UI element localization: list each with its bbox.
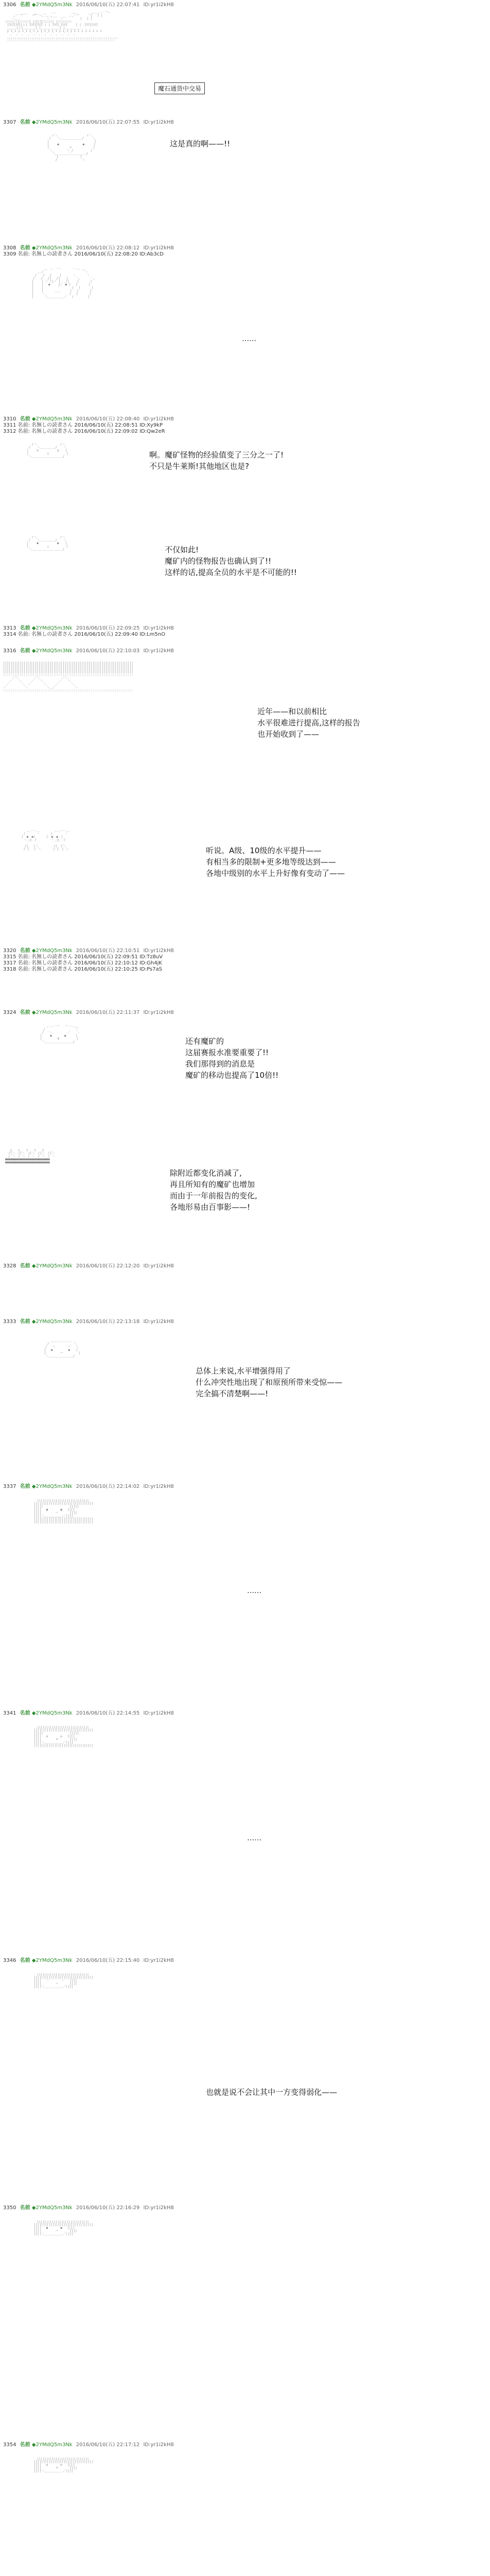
post-header	[3, 948, 174, 954]
post-header	[3, 245, 174, 251]
post-date: 2016/06/10(五) 22:07:41	[76, 2, 140, 8]
post-header	[3, 120, 174, 126]
poster-trip: ◆2YMdQ5m3Nk	[31, 245, 73, 251]
post-number[interactable]: 3337	[3, 1484, 16, 1489]
ascii-art-long-hair-3: |||||||||||||||||||||||||||| |||||||||||||||||||||||||||||||| |||| － － |||| |||| ー |||| ||||＼＿＿＿＿＿＿／||||	[33, 1973, 94, 1989]
ellipsis-text: ……	[247, 1587, 261, 1595]
ascii-art-character: ,.-‐''"￣￣"''‐-., / ＼ / ＼ ／ ヽ | ● ● | | ∀ | ＼＿＿＿＿＿＿＿＿＿/	[40, 1025, 80, 1044]
reply-line: 3315 名前: 名無しの読者さん 2016/06/10(五) 22:09:51 ID:Tz8uV	[3, 954, 163, 960]
post-date: 2016/06/10(五) 22:07:55	[76, 120, 140, 125]
post-date: 2016/06/10(五) 22:08:12	[76, 245, 140, 251]
poster-name: 名前	[20, 948, 30, 954]
post-number[interactable]: 3328	[3, 1263, 16, 1269]
ascii-art-cat-shocked: /＼ /＼ / ＼＿＿＿＿＿/ ＼ | ◎ ◎ | | ○ | ＼＿＿＿＿＿＿＿＿＿＿/	[27, 443, 68, 459]
post-date: 2016/06/10(五) 22:13:18	[76, 1319, 140, 1325]
poster-trip: ◆2YMdQ5m3Nk	[31, 1710, 73, 1716]
ascii-art-group: ,.-‐‐., ,.-‐‐-., / ヽ / ヽ | ● ●| | ● ● | ヽ ▽ / ヽ ▽ / ￣￣ ￣￣ /| |＼ /| |＼ / | | ＼ / | | ＼	[22, 829, 70, 851]
reply-line: 3311 名前: 名無しの読者さん 2016/06/10(五) 22:08:51 ID:Xy9kP	[3, 422, 163, 428]
post-header	[3, 416, 174, 422]
ascii-art-girl: ,. -‐ ''"￣￣ ` ''‐- ., ,.ｲ ｀ヽ / / / | ヽ ヽ / / /| /| | ', ', | | ／ ﾚ|／ | /| | | | | ● |／ ● | | | | | ' | | | | | ＿＿ | | | | ヽ / / | | ＼_＿＿＿＿_／ / |	[31, 268, 95, 299]
post-number[interactable]: 3316	[3, 648, 16, 654]
ascii-art-crowd: ○ ○ ○ ○ ○ /|＼ /|＼ /|＼ /|＼ /|＼ / ＼ / ＼ / ＼ / ＼ / ＼ ■■■■■■■■■■■■■■■■■■■■■■■■ ■■■■■■■■■■■■■■■■■■■■■■■■	[5, 1149, 55, 1164]
poster-name: 名前	[20, 416, 30, 422]
post-header	[3, 648, 174, 654]
poster-trip: ◆2YMdQ5m3Nk	[31, 120, 73, 125]
post-id[interactable]: ID:yr1i2kH8	[143, 1319, 174, 1325]
ascii-art-town: ___ __ __ ,-、 .,, __,,.,--''"~ ,-''" ~"''ｰ,..,.,__ _ ..,-'" | | | ｀ヽ,,_ ~ ゛ ゛ ~゛ | | | ﾆﾆﾆﾆﾆ|ｉ|ﾆﾆﾆﾆﾆﾆ| |ﾆ[囗]ﾆﾆﾆﾆﾆﾆ| |ﾆﾆﾆﾆﾆﾆﾆﾆﾆ [田][田]|ｉ| [田][田] | | [田]_[田] | | [田][田] ＿＿＿|ｉ|＿＿＿＿| |＿＿＿＿＿＿| |＿＿＿＿＿ i i i i i i i i i i i i i i i i i i i i i i i i i i ﾟ ｡ ﾟ ｡ ﾟ ｡ ﾟ ｡ ﾟ ｡ ﾟ ｡ ﾟ ｡ ﾟ ｡ ﾟ ｡ ﾟ ｡ ﾟ ｡ ﾟ ｡ ,,,,,,,,,,,,,,,,,,,,,,,,,,,,,,,,,,,,,,,,,,,,,,,,,,,,,,,,,,,, ::::::::::::::::::::::::::::::::::::::::::::::::::::::::::	[5, 11, 119, 42]
poster-trip: ◆2YMdQ5m3Nk	[31, 625, 73, 631]
post-date: 2016/06/10(五) 22:10:03	[76, 648, 140, 654]
post-date: 2016/06/10(五) 22:12:20	[76, 1263, 140, 1269]
post-date: 2016/06/10(五) 22:17:12	[76, 2442, 140, 2448]
poster-trip: ◆2YMdQ5m3Nk	[31, 1263, 73, 1269]
post-number[interactable]: 3354	[3, 2442, 16, 2448]
dialogue-text: 这是真的啊——!!	[170, 139, 231, 148]
post-id[interactable]: ID:yr1i2kH8	[143, 416, 174, 422]
reply-line: 3317 名前: 名無しの読者さん 2016/06/10(五) 22:10:12 ID:Gh4jK	[3, 960, 162, 966]
post-id[interactable]: ID:yr1i2kH8	[143, 1710, 174, 1716]
ascii-art-cat-2: /＼ /＼ / ＼＿＿＿＿＿/ ＼ | ● ● | | △ | ＼＿＿＿＿＿＿＿＿＿＿/	[27, 536, 68, 551]
poster-name: 名前	[20, 120, 30, 125]
poster-name: 名前	[20, 2205, 30, 2211]
post-id[interactable]: ID:yr1i2kH8	[143, 648, 174, 654]
post-id[interactable]: ID:yr1i2kH8	[143, 245, 174, 251]
post-number[interactable]: 3307	[3, 120, 16, 125]
ascii-art-long-hair: |||||||||||||||||||||||||||| |||||||||||||||||||||||||||||||| ||||| ||||| |||| ● ● |||| |||| ー |||| ||||＼＿＿＿＿＿＿／|||| |||||||||||||||||||||||||||||||| ||||||||||||||||||||||||||||||||	[33, 1499, 94, 1524]
ascii-art-character-2: ＿＿＿＿＿＿＿ / ＼ / ＼ ／ ＼ | ● ● | | ー | ＼＿＿＿＿＿＿＿＿/	[44, 1340, 81, 1358]
post-id[interactable]: ID:yr1i2kH8	[143, 120, 174, 125]
poster-name: 名前	[20, 1010, 30, 1015]
poster-name: 名前	[20, 245, 30, 251]
ascii-art-cat: /＼ /＼ / ＼＿＿＿＿＿＿＿/ ＼ | | | ● ● | | ▽ | ＼ ＼_/ / ＼＿＿＿＿＿＿＿＿＿＿/ | | / ＼	[47, 134, 96, 162]
post-number[interactable]: 3333	[3, 1319, 16, 1325]
post-date: 2016/06/10(五) 22:14:55	[76, 1710, 140, 1716]
dialogue-text: 不仅如此! 魔矿内的怪物报告也确认到了!! 这样的话,提高全员的水平是不可能的!!	[165, 545, 297, 577]
post-id[interactable]: ID:yr1i2kH8	[143, 1484, 174, 1489]
poster-trip: ◆2YMdQ5m3Nk	[31, 1010, 73, 1015]
post-number[interactable]: 3346	[3, 1958, 16, 1963]
poster-trip: ◆2YMdQ5m3Nk	[31, 1484, 73, 1489]
poster-trip: ◆2YMdQ5m3Nk	[31, 1958, 73, 1963]
poster-name: 名前	[20, 1484, 30, 1489]
poster-name: 名前	[20, 2442, 30, 2448]
post-number[interactable]: 3324	[3, 1010, 16, 1015]
poster-name: 名前	[20, 625, 30, 631]
reply-line: 3318 名前: 名無しの読者さん 2016/06/10(五) 22:10:25 ID:Ps7aS	[3, 967, 162, 972]
poster-trip: ◆2YMdQ5m3Nk	[31, 2205, 73, 2211]
reply-line: 3312 名前: 名無しの読者さん 2016/06/10(五) 22:09:02 ID:Qw2eR	[3, 429, 165, 434]
post-number[interactable]: 3308	[3, 245, 16, 251]
poster-trip: ◆2YMdQ5m3Nk	[31, 416, 73, 422]
post-id[interactable]: ID:yr1i2kH8	[143, 2442, 174, 2448]
post-number[interactable]: 3350	[3, 2205, 16, 2211]
post-header	[3, 2205, 174, 2211]
post-header	[3, 1958, 174, 1964]
poster-trip: ◆2YMdQ5m3Nk	[31, 2, 73, 8]
dialogue-text: 也就是说不会让其中一方变得弱化——	[206, 2088, 338, 2097]
post-number[interactable]: 3306	[3, 2, 16, 8]
post-id[interactable]: ID:yr1i2kH8	[143, 1958, 174, 1963]
post-date: 2016/06/10(五) 22:11:37	[76, 1010, 140, 1015]
ascii-art-long-hair-5: |||||||||||||||||||||||||||| |||||||||||||||||||||||||||||||| |||| ◎ ◎ |||| |||| ロ |||| ||||＼＿＿＿＿＿＿／||||	[33, 2458, 94, 2473]
post-number[interactable]: 3310	[3, 416, 16, 422]
post-date: 2016/06/10(五) 22:09:25	[76, 625, 140, 631]
post-id[interactable]: ID:yr1i2kH8	[143, 2205, 174, 2211]
post-date: 2016/06/10(五) 22:08:40	[76, 416, 140, 422]
post-header	[3, 1484, 174, 1490]
dialogue-text: 听说。A级、10级的水平提升—— 有相当多的限制+更多地等级达到—— 各地中级别的水平上升好像有变动了——	[206, 846, 345, 878]
ellipsis-text: ……	[242, 335, 256, 343]
reply-line: 3314 名前: 名無しの読者さん 2016/06/10(五) 22:09:40 ID:Lm5nO	[3, 632, 165, 637]
ascii-art-long-hair-2: |||||||||||||||||||||||||||| |||||||||||||||||||||||||||||||| ||||| ||||| |||| ◎ ◎ |||| |||| ロ |||| ||||＼＿＿＿＿＿＿／|||| ||||||||||||||||||||||||||||||||	[33, 1726, 94, 1748]
dialogue-text: 啊。魔矿怪物的经验值变了三分之一了! 不只是牛莱斯!其他地区也是?	[149, 450, 284, 471]
poster-trip: ◆2YMdQ5m3Nk	[31, 948, 73, 954]
post-id[interactable]: ID:yr1i2kH8	[143, 1263, 174, 1269]
post-id[interactable]: ID:yr1i2kH8	[143, 625, 174, 631]
dialogue-text: 总体上来说,水平增强得用了 什么冲突性地出现了和原预所带来受惊—— 完全搞不清楚啊——!	[196, 1366, 343, 1398]
dialogue-text: 除附近都变化消减了, 再且所知有的魔矿也增加 而由于一年前报告的变化, 各地形易由百事影——!	[170, 1168, 257, 1212]
poster-name: 名前	[20, 2, 30, 8]
poster-trip: ◆2YMdQ5m3Nk	[31, 2442, 73, 2448]
post-header	[3, 1263, 174, 1269]
shop-sign: 魔石通货中交易	[154, 82, 205, 94]
post-id[interactable]: ID:yr1i2kH8	[143, 2, 174, 8]
post-date: 2016/06/10(五) 22:10:51	[76, 948, 140, 954]
poster-trip: ◆2YMdQ5m3Nk	[31, 648, 73, 654]
ellipsis-text: ……	[247, 1834, 261, 1842]
post-header	[3, 1010, 174, 1016]
post-number[interactable]: 3341	[3, 1710, 16, 1716]
poster-name: 名前	[20, 1319, 30, 1325]
post-header	[3, 1319, 174, 1325]
ascii-art-mountains: |||||||||||||||||||||||||||||||||||||||||||||||||||||||||||||||||||||| |||||||||||||||||||||||||||||||||||||||||||||||||||||||||||||||||||||| |||||||||||||||||||||||||||||||||||||||||||||||||||||||||||||||||||||| |||||||||||||||||||||||||||||||||||||||||||||||||||||||||||||||||||||| :::::::::::::::::::::::::::::::::::::::::::::::::::::::::::::::::::::: ／＼ ／＼ ／＼ ／ ＼ ／ ＼ ／ ＼ ／ ＼ ／ ＼ ／ ＼ ／ ＼ ＼＿／ ＼ ::::::::::::::::::::::::::::::::::::::::::::::::::::::::::::::::::::::	[3, 662, 133, 692]
post-header	[3, 625, 174, 632]
post-date: 2016/06/10(五) 22:16:29	[76, 2205, 140, 2211]
ascii-art-long-hair-4: |||||||||||||||||||||||||||| |||||||||||||||||||||||||||||||| |||| ● ● |||| |||| ー |||| ||||＼＿＿＿＿＿＿／||||	[33, 2221, 94, 2236]
post-id[interactable]: ID:yr1i2kH8	[143, 1010, 174, 1015]
post-header	[3, 1710, 174, 1717]
reply-line: 3309 名前: 名無しの読者さん 2016/06/10(五) 22:08:20 ID:Ab3cD	[3, 251, 164, 257]
post-number[interactable]: 3313	[3, 625, 16, 631]
poster-name: 名前	[20, 1263, 30, 1269]
post-header	[3, 2442, 174, 2448]
dialogue-text: 还有魔矿的 这届赛报水准要重要了!! 我们那得到的消息是 魔矿的移动也提高了10倍!!	[185, 1037, 279, 1080]
post-id[interactable]: ID:yr1i2kH8	[143, 948, 174, 954]
post-date: 2016/06/10(五) 22:14:02	[76, 1484, 140, 1489]
poster-name: 名前	[20, 1958, 30, 1963]
post-date: 2016/06/10(五) 22:15:40	[76, 1958, 140, 1963]
post-number[interactable]: 3320	[3, 948, 16, 954]
poster-trip: ◆2YMdQ5m3Nk	[31, 1319, 73, 1325]
post-header	[3, 2, 174, 8]
poster-name: 名前	[20, 1710, 30, 1716]
dialogue-text: 近年——和以前相比 水平很难进行提高,这样的报告 也开始收到了——	[257, 707, 360, 739]
poster-name: 名前	[20, 648, 30, 654]
